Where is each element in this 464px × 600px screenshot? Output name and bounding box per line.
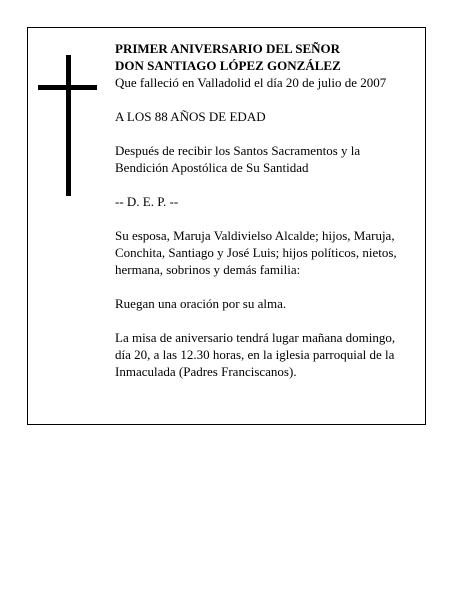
cross-vertical-bar <box>66 55 71 196</box>
family-line-3: hermana, sobrinos y demás familia: <box>115 262 301 277</box>
prayer-request: Ruegan una oración por su alma. <box>115 296 287 311</box>
notice-title-line-2: DON SANTIAGO LÓPEZ GONZÁLEZ <box>115 58 341 73</box>
sacraments-line-2: Bendición Apostólica de Su Santidad <box>115 160 309 175</box>
mass-line-1: La misa de aniversario tendrá lugar mañana domingo, <box>115 330 396 345</box>
age-line: A LOS 88 AÑOS DE EDAD <box>115 109 266 124</box>
obituary-notice <box>27 27 426 425</box>
notice-text <box>115 40 415 380</box>
death-date-line: Que falleció en Valladolid el día 20 de julio de 2007 <box>115 75 387 90</box>
sacraments-line-1: Después de recibir los Santos Sacramentos y la <box>115 143 361 158</box>
cross-horizontal-bar <box>38 85 97 90</box>
notice-title-line-1: PRIMER ANIVERSARIO DEL SEÑOR <box>115 41 341 56</box>
mass-line-3: Inmaculada (Padres Franciscanos). <box>115 364 297 379</box>
family-line-2: Conchita, Santiago y José Luis; hijos políticos, nietos, <box>115 245 397 260</box>
family-line-1: Su esposa, Maruja Valdivielso Alcalde; hijos, Maruja, <box>115 228 395 243</box>
mass-line-2: día 20, a las 12.30 horas, en la iglesia parroquial de la <box>115 347 395 362</box>
rest-in-peace: -- D. E. P. -- <box>115 194 179 209</box>
